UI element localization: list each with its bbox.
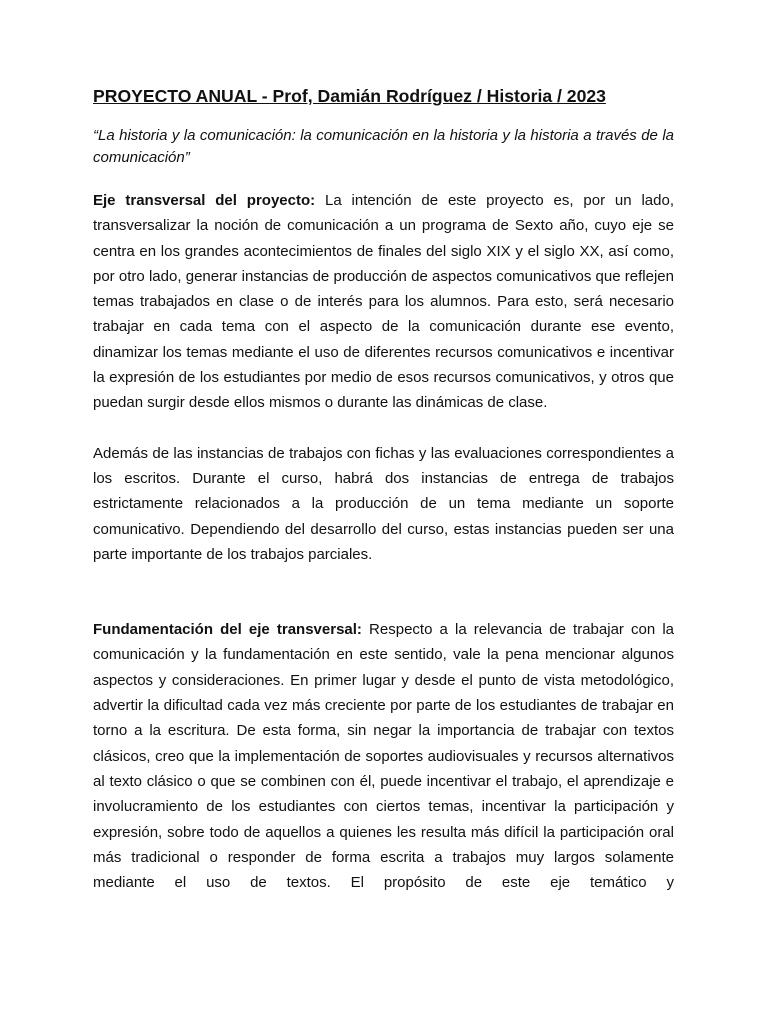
project-quote: “La historia y la comunicación: la comunicación en la historia y la historia a través de la comunicación” bbox=[93, 127, 674, 166]
document-title: PROYECTO ANUAL - Prof, Damián Rodríguez / Historia / 2023 bbox=[93, 86, 606, 106]
section-heading: Fundamentación del eje transversal: bbox=[93, 621, 362, 639]
section-heading: Eje transversal del proyecto: bbox=[93, 192, 316, 209]
paragraph-instancias bbox=[93, 441, 674, 567]
section-text: Además de las instancias de trabajos con fichas y las evaluaciones correspondientes a los escritos. Durante el curso, habrá dos instancias de entrega de trabajos estrictamente relacionados a la producción de un tema mediante un soporte comunicativo. Dependiendo del desarrollo del curso, estas instancias pueden ser una parte importante de los trabajos parciales. bbox=[93, 444, 674, 563]
section-text: Respecto a la relevancia de trabajar con la comunicación y la fundamentación en este sentido, vale la pena mencionar algunos aspectos y consideraciones. En primer lugar y desde el punto de vista metodológico, advertir la dificultad cada vez más creciente por parte de los estudiantes de trabajar en torno a la escritura. De esta forma, sin negar la importancia de trabajar con textos clásicos, creo que la implementación de soportes audiovisuales y recursos alternativos al texto clásico o que se combinen con él, puede incentivar el trabajo, el aprendizaje e involucramiento de los estudiantes con ciertos temas, incentivar la participación y expresión, sobre todo de aquellos a quienes les resulta más difícil la participación oral más tradicional o responder de forma escrita a trabajos muy largos solamente mediante el uso de textos. El propósito de este eje temático y bbox=[93, 621, 674, 892]
document-body bbox=[93, 84, 674, 895]
paragraph-fundamentacion bbox=[93, 617, 674, 895]
paragraph-eje-transversal bbox=[93, 188, 674, 416]
section-text: La intención de este proyecto es, por un lado, transversalizar la noción de comunicación a un programa de Sexto año, cuyo eje se centra en los grandes acontecimientos de finales del siglo XIX y el siglo XX, así como, por otro lado, generar instancias de producción de aspectos comunicativos que reflejen temas trabajados en clase o de interés para los alumnos. Para esto, será necesario trabajar en cada tema con el aspecto de la comunicación durante ese evento, dinamizar los temas mediante el uso de diferentes recursos comunicativos e incentivar la expresión de los estudiantes por medio de esos recursos comunicativos, y otros que puedan surgir desde ellos mismos o durante las dinámicas de clase. bbox=[93, 192, 674, 412]
